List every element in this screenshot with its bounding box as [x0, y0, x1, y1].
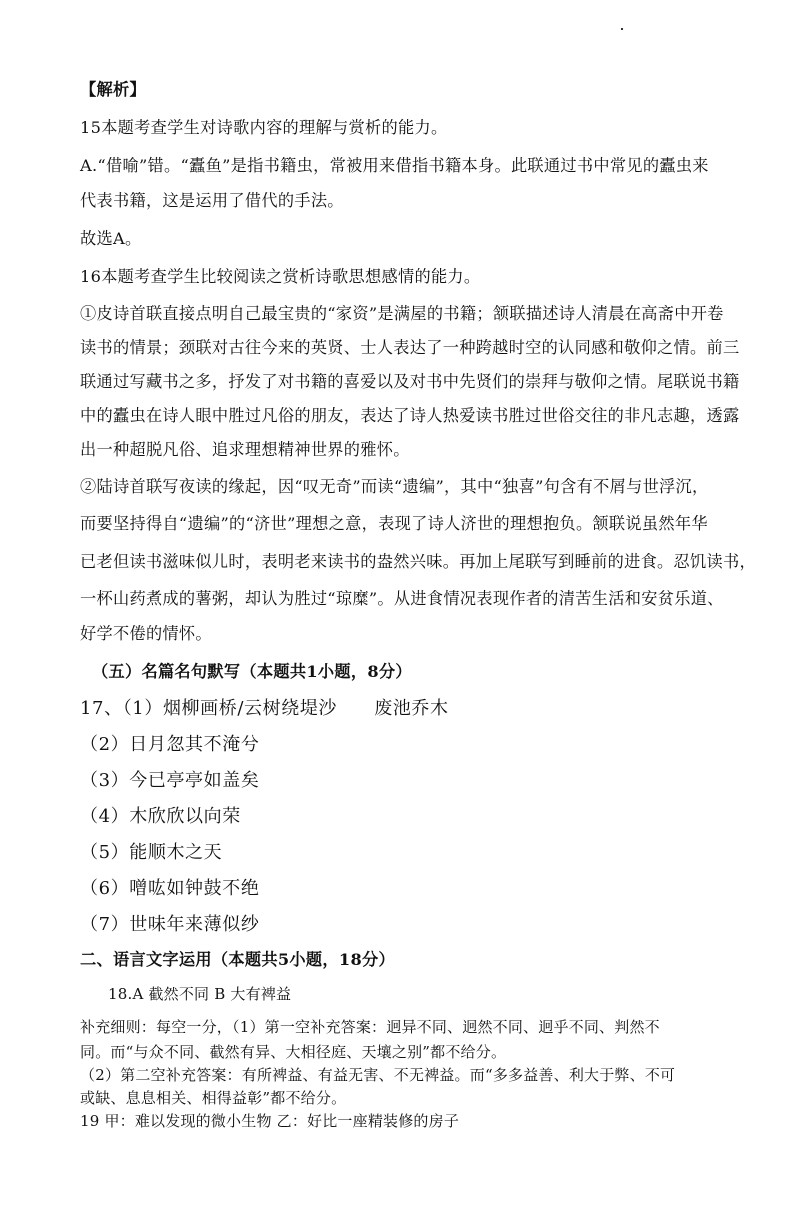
q16-p1-line: ①皮诗首联直接点明自己最宝贵的“家资”是满屋的书籍；颔联描述诗人清晨在高斋中开卷 — [80, 304, 724, 323]
section-two-title: 二、语言文字运用（本题共5小题，18分） — [80, 950, 395, 969]
q16-intro: 16本题考查学生比较阅读之赏析诗歌思想感情的能力。 — [80, 267, 481, 286]
q16-p2-line: 已老但读书滋味似儿时，表明老来读书的盎然兴味。再加上尾联写到睡前的进食。忍饥读书， — [80, 552, 756, 571]
q17-item: （3）今已亭亭如盖矣 — [80, 770, 260, 791]
q18-detail-line: （2）第二空补充答案：有所裨益、有益无害、不无裨益。而“多多益善、利大于弊、不可 — [80, 1066, 676, 1084]
q15-answer: 故选A。 — [80, 229, 142, 248]
q18-detail-line: 同。而“与众不同、截然有异、大相径庭、天壤之别”都不给分。 — [80, 1043, 507, 1061]
scan-dot — [621, 28, 623, 30]
analysis-heading: 【解析】 — [80, 80, 146, 99]
q15-option-a-line1: A.“借喻”错。“蠹鱼”是指书籍虫，常被用来借指书籍本身。此联通过书中常见的蠹虫来 — [80, 156, 709, 175]
q16-p1-line: 读书的情景；颈联对古往今来的英贤、士人表达了一种跨越时空的认同感和敬仰之情。前三 — [80, 338, 740, 357]
q17-item: （7）世味年来薄似纱 — [80, 914, 260, 935]
q18-detail-line: 补充细则：每空一分，（1）第一空补充答案：迥异不同、迥然不同、迥乎不同、判然不 — [80, 1018, 660, 1036]
q17-item: 17、（1）烟柳画桥/云树绕堤沙 废池乔木 — [80, 698, 449, 719]
q17-item: （4）木欣欣以向荣 — [80, 806, 241, 827]
q17-item: （5）能顺木之天 — [80, 842, 223, 863]
q17-item: （6）噌吰如钟鼓不绝 — [80, 878, 260, 899]
q16-p1-line: 出一种超脱凡俗、追求理想精神世界的雅怀。 — [80, 440, 410, 459]
q16-p2-line: 好学不倦的情怀。 — [80, 624, 212, 643]
q15-option-a-line2: 代表书籍，这是运用了借代的手法。 — [80, 191, 344, 210]
q18-answer: 18.A 截然不同 B 大有裨益 — [108, 985, 292, 1003]
q15-intro: 15本题考查学生对诗歌内容的理解与赏析的能力。 — [80, 118, 448, 137]
q18-detail-line: 或缺、息息相关、相得益彰”都不给分。 — [80, 1089, 347, 1107]
q16-p1-line: 联通过写藏书之多，抒发了对书籍的喜爱以及对书中先贤们的崇拜与敬仰之情。尾联说书籍 — [80, 372, 740, 391]
q16-p2-line: 而要坚持得自“遗编”的“济世”理想之意，表现了诗人济世的理想抱负。颔联说虽然年华 — [80, 514, 708, 533]
q19-answer: 19 甲：难以发现的微小生物 乙：好比一座精装修的房子 — [80, 1112, 460, 1130]
q16-p1-line: 中的蠹虫在诗人眼中胜过凡俗的朋友，表达了诗人热爱读书胜过世俗交往的非凡志趣，透露 — [80, 406, 740, 425]
q16-p2-line: 一杯山药煮成的薯粥，却认为胜过“琼糜”。从进食情况表现作者的清苦生活和安贫乐道、 — [80, 589, 724, 608]
section-five-title: （五）名篇名句默写（本题共1小题，8分） — [92, 662, 412, 681]
q17-item: （2）日月忽其不淹兮 — [80, 734, 260, 755]
q16-p2-line: ②陆诗首联写夜读的缘起，因“叹无奇”而读“遗编”，其中“独喜”句含有不屑与世浮沉， — [80, 477, 709, 496]
